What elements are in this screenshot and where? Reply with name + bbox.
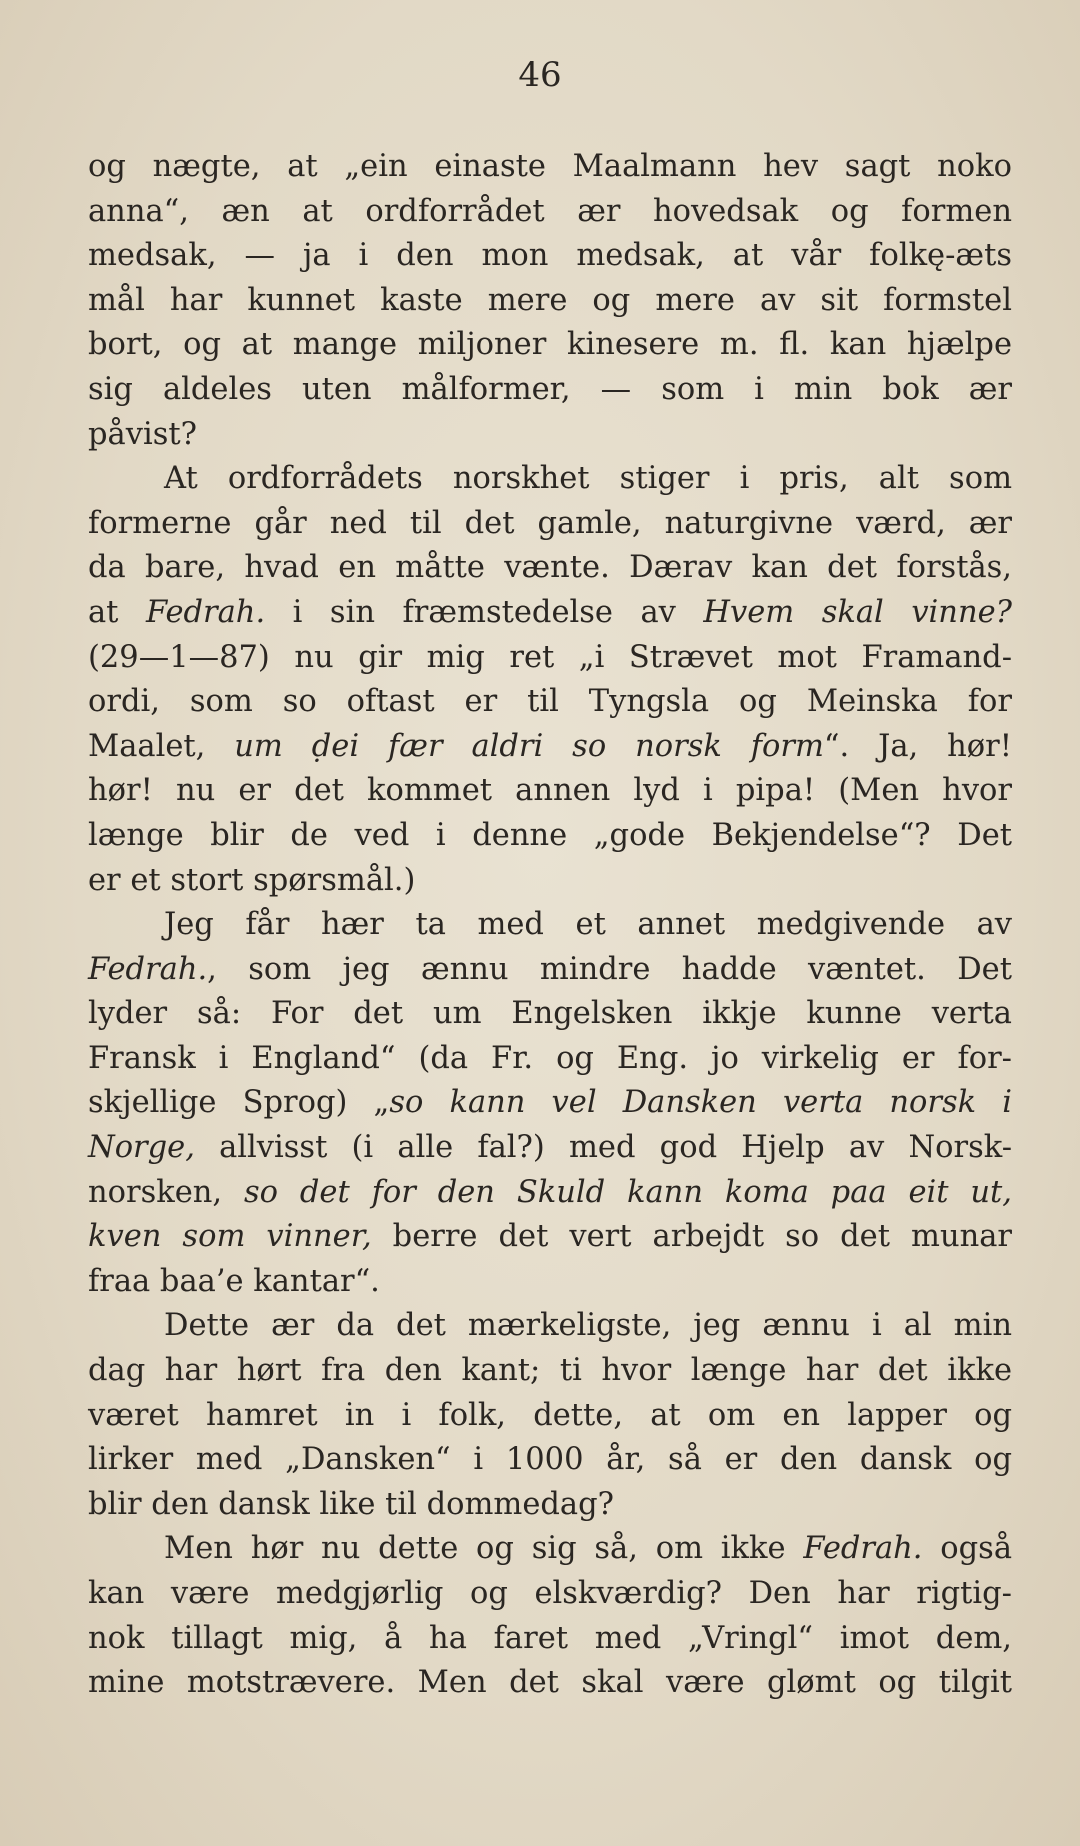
text-segment: skjellige Sprog) „ (88, 1085, 390, 1121)
text-line (88, 1572, 1012, 1617)
text-segment: “. Ja, hør! (823, 728, 1012, 764)
text-line (88, 992, 1012, 1037)
text-segment: i sin fræmstedelse av (265, 594, 704, 630)
text-line (88, 234, 1012, 279)
text-segment: været hamret in i folk, dette, at om en lapper og (88, 1397, 1012, 1433)
text-segment: Dette ær da det mærkeligste, jeg ænnu i al min (164, 1308, 1012, 1344)
text-line (88, 1081, 1012, 1126)
text-segment: fraa baa’e kantar“. (88, 1263, 380, 1299)
text-segment: da bare, hvad en måtte vænte. Dærav kan det forstås, (88, 550, 1012, 586)
text-segment: formerne går ned til det gamle, naturgivne værd, ær (88, 505, 1012, 541)
text-line (88, 1126, 1012, 1171)
text-line (88, 636, 1012, 681)
text-segment: berre det vert arbejdt so det munar (371, 1219, 1012, 1255)
text-segment: længe blir de ved i denne „gode Bekjendelse“? Det (88, 817, 1012, 853)
text-line (88, 1037, 1012, 1082)
page-number: 46 (518, 55, 562, 95)
text-line (88, 1349, 1012, 1394)
text-line (88, 1617, 1012, 1662)
text-segment: at (88, 594, 146, 630)
text-segment: At ordforrådets norskhet stiger i pris, alt som (164, 461, 1012, 497)
italic-text: um ḍei fær aldri so norsk form (234, 728, 824, 764)
text-segment: også (922, 1531, 1012, 1567)
text-line (88, 1438, 1012, 1483)
italic-text: Fedrah. (145, 594, 266, 630)
italic-text: so det for den Skuld kann koma paa eit ut, (244, 1174, 1012, 1210)
text-segment: kan være medgjørlig og elskværdig? Den har rigtig- (88, 1576, 1012, 1611)
text-line (88, 591, 1012, 636)
text-line (88, 859, 1012, 904)
text-line (88, 279, 1012, 324)
text-segment: bort, og at mange miljoner kinesere m. fl. kan hjælpe (88, 327, 1012, 363)
text-segment: allvisst (i alle fal?) med god Hjelp av Norsk- (194, 1130, 1012, 1166)
text-segment: nok tillagt mig, å ha faret med „Vringl“ imot dem, (88, 1620, 1012, 1656)
text-segment: medsak, — ja i den mon medsak, at vår folkę-æts (88, 238, 1012, 274)
text-segment: og nægte, at „ein einaste Maalmann hev sagt noko (88, 149, 1012, 184)
text-line (88, 680, 1012, 725)
text-segment: (29—1—87) nu gir mig ret „i Strævet mot Framand- (88, 639, 1012, 675)
italic-text: Fedrah. (88, 951, 208, 987)
text-segment: blir den dansk like til dommedag? (88, 1486, 614, 1522)
text-line (88, 1483, 1012, 1528)
text-line (88, 814, 1012, 859)
text-line (88, 1304, 1012, 1349)
text-line (88, 1661, 1012, 1706)
text-segment: Fransk i England“ (da Fr. og Eng. jo virkelig er for- (88, 1040, 1012, 1076)
text-segment: sig aldeles uten målformer, — som i min bok ær (88, 371, 1012, 407)
text-line (88, 948, 1012, 993)
text-segment: mine motstrævere. Men det skal være glømt og tilgit (88, 1665, 1012, 1701)
text-line (88, 769, 1012, 814)
text-segment: lirker med „Dansken“ i 1000 år, så er den dansk og (88, 1442, 1012, 1478)
italic-text: Fedrah. (803, 1531, 923, 1567)
text-segment: norsken, (88, 1174, 244, 1210)
text-line (88, 1260, 1012, 1305)
italic-text: so kann vel Dansken verta norsk i (389, 1085, 1012, 1121)
text-line (88, 1527, 1012, 1572)
text-segment: anna“, æn at ordforrådet ær hovedsak og formen (88, 193, 1012, 229)
text-segment: hør! nu er det kommet annen lyd i pipa! (Men hvor (88, 773, 1012, 809)
text-line (88, 190, 1012, 235)
text-segment: Jeg får hær ta med et annet medgivende av (164, 907, 1012, 943)
text-segment: påvist? (88, 416, 197, 452)
text-line (88, 368, 1012, 413)
italic-text: kven som vinner, (88, 1219, 372, 1255)
text-line (88, 725, 1012, 770)
text-segment: ordi, som so oftast er til Tyngsla og Meinska for (88, 684, 1012, 720)
text-line (88, 457, 1012, 502)
text-line (88, 546, 1012, 591)
text-segment: lyder så: For det um Engelsken ikkje kunne verta (88, 996, 1012, 1032)
text-segment: er et stort spørsmål.) (88, 862, 416, 898)
italic-text: Norge, (88, 1130, 195, 1166)
text-line (88, 903, 1012, 948)
text-line (88, 1171, 1012, 1216)
text-segment: dag har hørt fra den kant; ti hvor længe har det ikke (88, 1353, 1012, 1389)
text-line (88, 145, 1012, 190)
text-line (88, 323, 1012, 368)
text-segment: , som jeg ænnu mindre hadde væntet. Det (207, 951, 1012, 987)
text-line (88, 413, 1012, 458)
text-segment: Men hør nu dette og sig så, om ikke (164, 1531, 804, 1567)
body-text (88, 145, 1012, 1706)
text-segment: Maalet, (88, 728, 235, 764)
text-line (88, 502, 1012, 547)
text-segment: mål har kunnet kaste mere og mere av sit formstel (88, 282, 1012, 318)
text-line (88, 1215, 1012, 1260)
text-line (88, 1394, 1012, 1439)
italic-text: Hvem skal vinne? (703, 594, 1012, 630)
